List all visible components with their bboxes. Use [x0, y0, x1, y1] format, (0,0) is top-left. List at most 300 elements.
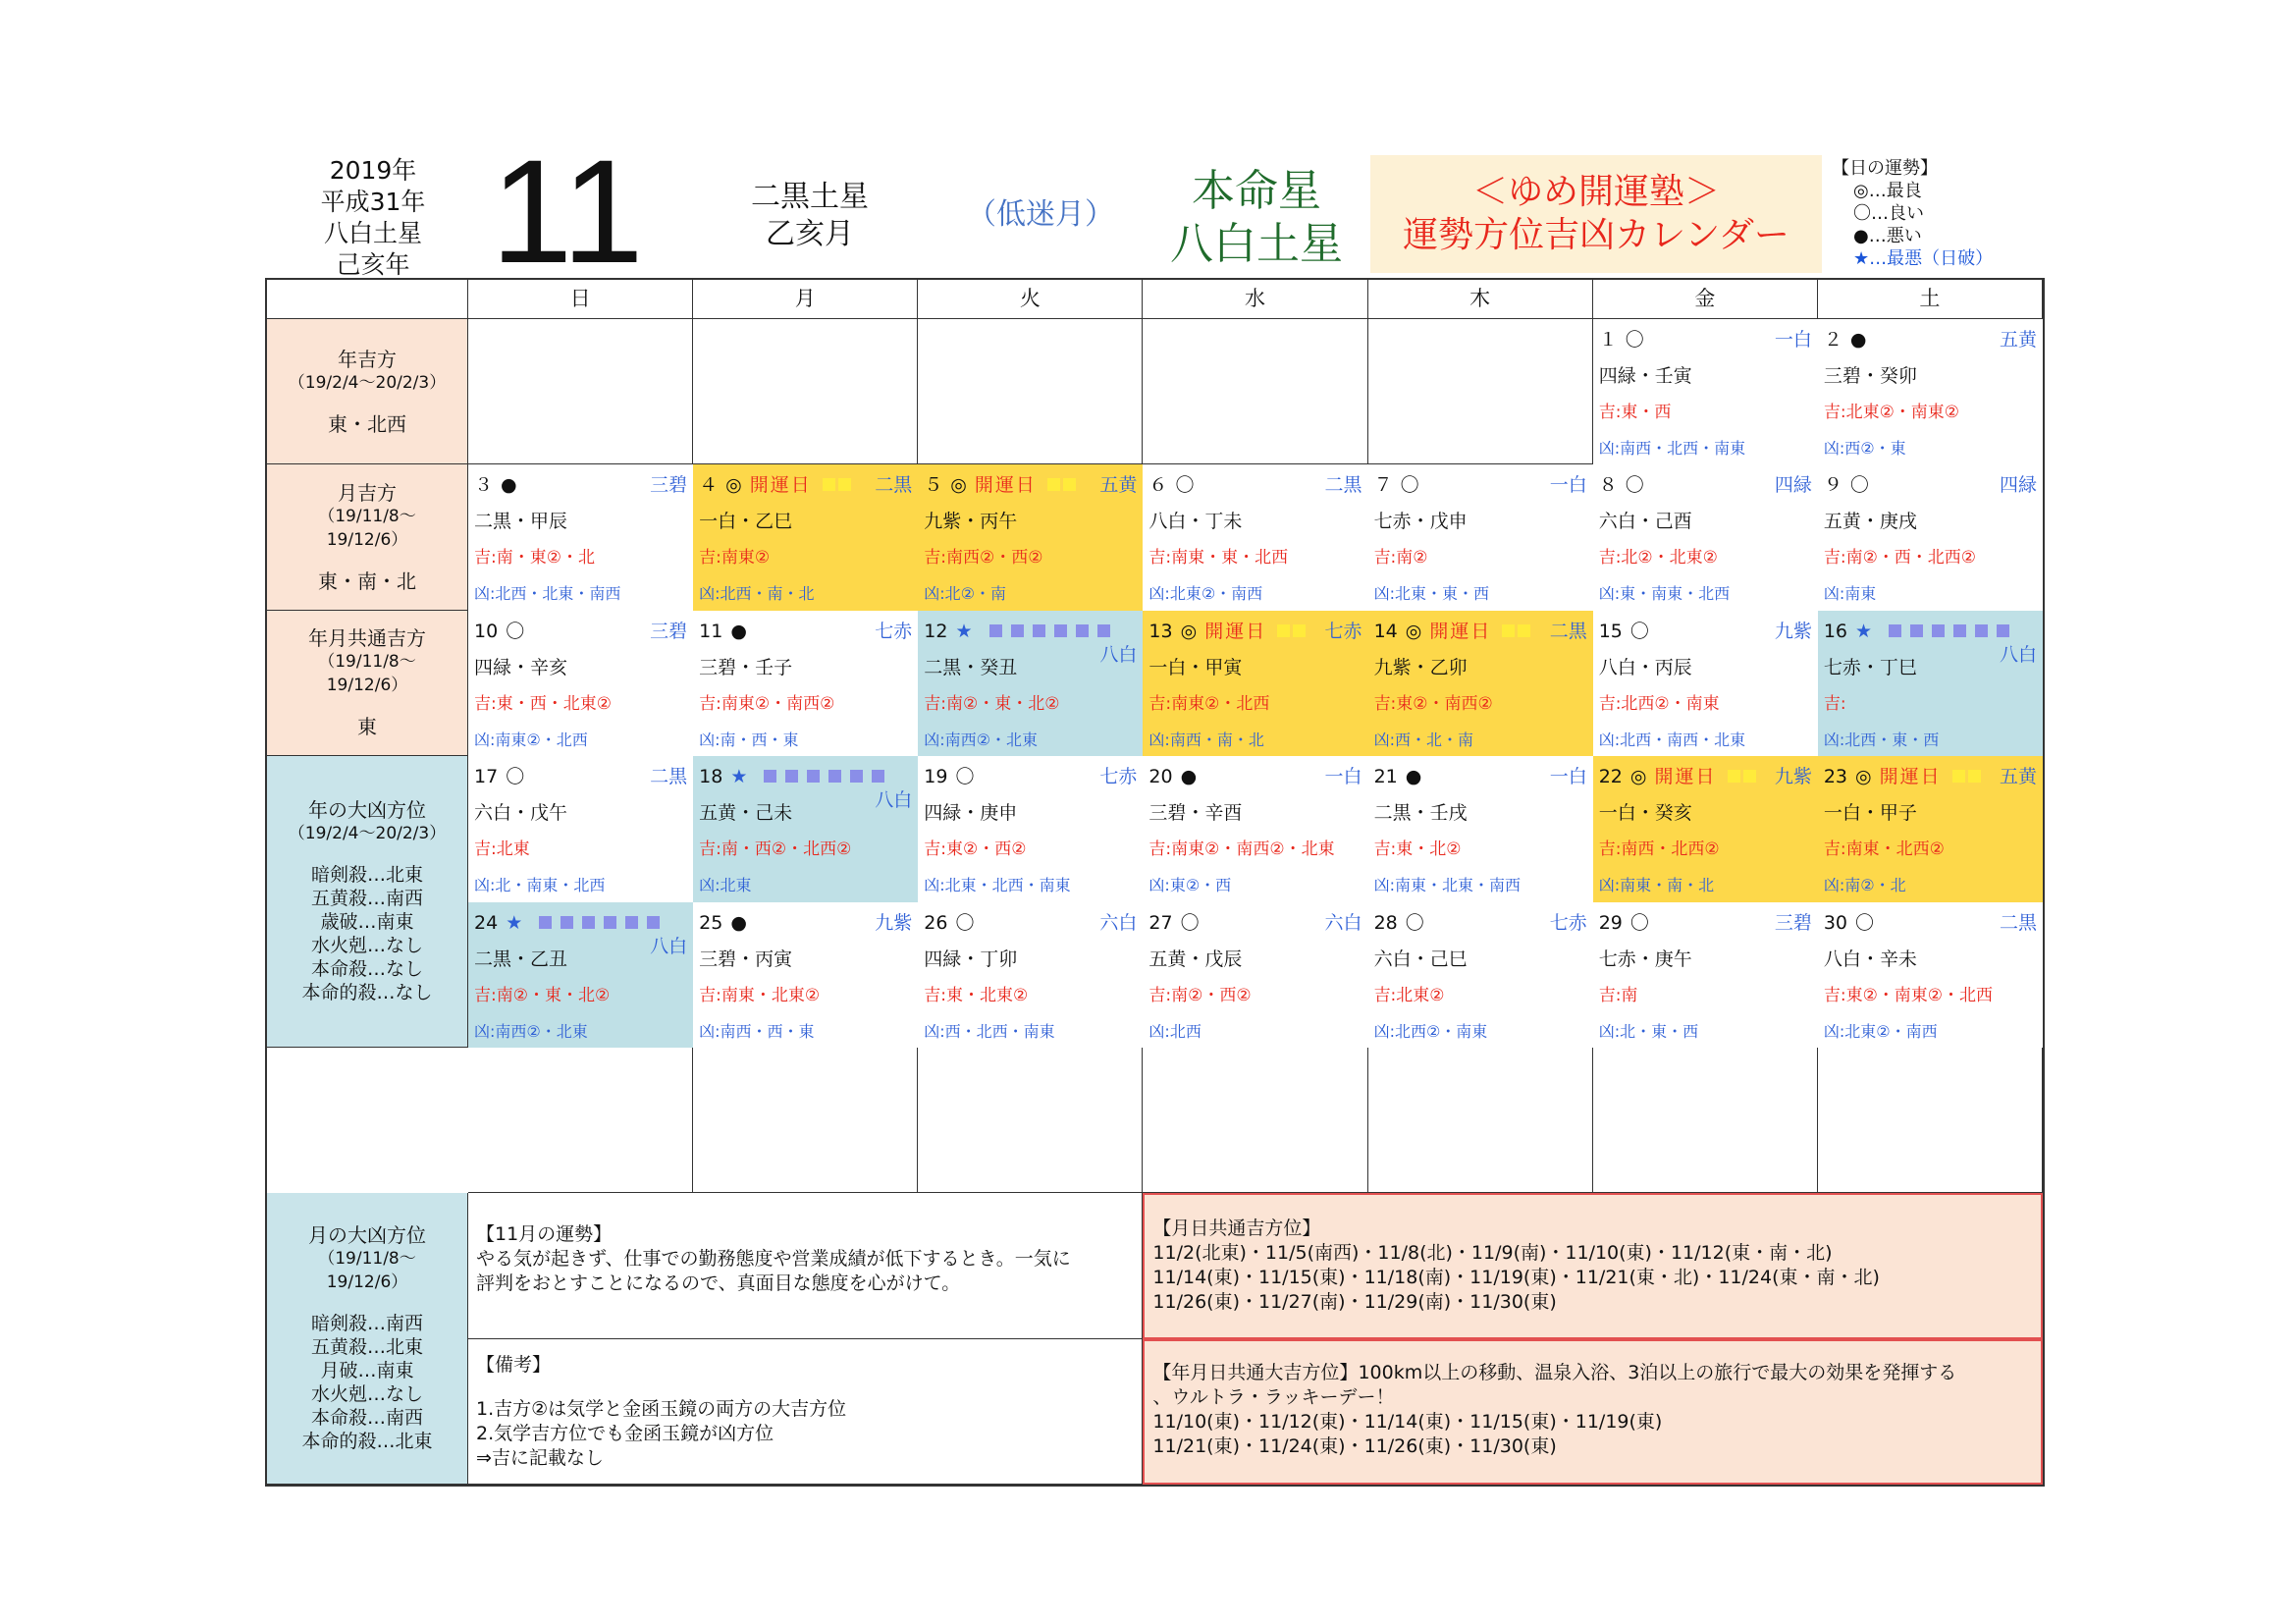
day-number: 21: [1373, 766, 1398, 788]
note-line: 11/26(東)・11/27(南)・11/29(南)・11/30(東): [1152, 1291, 1557, 1314]
fortune-mark: ●: [730, 911, 747, 934]
day-header: [474, 620, 687, 643]
bad-item: 本命的殺…なし: [301, 982, 433, 1003]
month-mood: （低迷月）: [967, 197, 1114, 232]
day-number-line: [1824, 765, 1981, 788]
worst-day-squares: [530, 911, 660, 935]
fortune-mark: 〇: [506, 620, 525, 642]
day-header: [699, 473, 912, 497]
day-number-line: [699, 765, 884, 788]
bad-list: [301, 863, 432, 1004]
day-kanshi: 四緑・辛亥: [474, 656, 568, 678]
day-star: 五黄: [1999, 329, 2037, 351]
side-period: 19/12/6）: [326, 676, 408, 696]
day-cell: [1368, 756, 1593, 901]
banner-title: 運勢方位吉凶カレンダー: [1403, 215, 1789, 255]
unlucky-directions: 凶:北西: [1148, 1021, 1201, 1041]
unlucky-directions: 凶:北西・東・西: [1823, 730, 1940, 749]
fortune-mark: 〇: [955, 766, 975, 788]
honmei-label: 本命星: [1192, 166, 1321, 216]
day-star: 一白: [1324, 766, 1362, 788]
day-star: 四緑: [1999, 474, 2037, 497]
day-kanshi: 三碧・癸卯: [1823, 365, 1917, 387]
bad-item: 水火剋…なし: [310, 1383, 423, 1406]
fortune-mark: ●: [1180, 766, 1198, 788]
fortune-mark: ◎: [1180, 620, 1198, 642]
legend-best: ◎…最良: [1853, 181, 1922, 201]
fortune-legend: [1832, 157, 2028, 270]
open-day-squares: [1274, 620, 1306, 643]
month-day-common-lucky: [1143, 1193, 2043, 1338]
day-kanshi: 四緑・丁卯: [924, 947, 1018, 970]
day-kanshi: 八白・丙辰: [1598, 656, 1692, 678]
year-western: 2019年: [329, 156, 417, 185]
unlucky-directions: 凶:南西・南・北: [1148, 730, 1264, 749]
weekday-sun: 日: [468, 280, 693, 319]
lucky-directions: 吉:東・西・北東②: [474, 693, 612, 714]
day-header: [1148, 473, 1362, 497]
empty-day-cell: [1143, 1048, 1367, 1193]
note-line: 、ウルトラ・ラッキーデー！: [1152, 1385, 1395, 1408]
legend-title: 【日の運勢】: [1832, 158, 1938, 179]
fortune-mark: ●: [1405, 766, 1422, 788]
day-star: 一白: [1774, 329, 1812, 351]
day-kanshi: 八白・辛未: [1823, 947, 1917, 970]
day-header: [1148, 620, 1362, 643]
day-star: 七赤: [1324, 620, 1362, 642]
unlucky-directions: 凶:北東②・南西: [1148, 584, 1263, 604]
day-header: [474, 473, 687, 497]
day-number: ８: [1598, 474, 1618, 497]
day-kanshi: 五黄・戊辰: [1148, 947, 1243, 970]
day-cell: [1593, 464, 1818, 610]
lucky-directions: 吉:北東: [474, 839, 530, 860]
day-number-line: [1599, 473, 1644, 497]
side-period: 19/12/6）: [326, 1272, 408, 1293]
empty-day-cell: [1818, 1048, 2043, 1193]
unlucky-directions: 凶:東・南東・北西: [1598, 584, 1731, 604]
open-day-label: 開運日: [1654, 766, 1717, 788]
day-number-line: [1148, 620, 1306, 643]
day-number-line: [474, 765, 524, 788]
day-cell: [1143, 611, 1367, 756]
day-kanshi: 一白・癸亥: [1598, 802, 1692, 825]
day-number: ５: [924, 474, 943, 497]
lucky-directions: 吉:南東・北西②: [1823, 839, 1945, 860]
day-number: １: [1598, 329, 1618, 351]
open-day-label: 開運日: [1879, 766, 1942, 788]
bad-item: 月破…南東: [320, 1360, 414, 1382]
day-star: 三碧: [650, 620, 688, 642]
side-year-lucky: [267, 319, 468, 464]
day-number-line: [1824, 620, 2009, 643]
day-header: [1823, 620, 2037, 666]
day-number-line: [1374, 620, 1531, 643]
fortune-mark: ◎: [1855, 766, 1872, 788]
side-period: （19/11/8～: [318, 507, 416, 527]
note-block: [1152, 1361, 2033, 1385]
unlucky-directions: 凶:北東・北西・南東: [924, 876, 1071, 895]
unlucky-directions: 凶:南・西・東: [699, 730, 799, 749]
day-star: 二黒: [1324, 474, 1362, 497]
lucky-directions: 吉:南東②: [699, 548, 771, 568]
lucky-directions: 吉:南②・西②: [1148, 985, 1252, 1005]
side-month-lucky: [267, 464, 468, 610]
day-star: 七赤: [1549, 911, 1587, 934]
lucky-directions: 吉:南東②・南西②・北東: [1148, 839, 1335, 860]
day-header: [924, 911, 1137, 935]
day-number-line: [1599, 765, 1756, 788]
unlucky-directions: 凶:南西・北西・南東: [1598, 439, 1746, 458]
unlucky-directions: 凶:北西・南西・北東: [1598, 730, 1746, 749]
fortune-mark: 〇: [1629, 911, 1649, 934]
day-number: 14: [1373, 620, 1398, 642]
side-month-bad: [267, 1193, 468, 1485]
day-kanshi: 一白・乙巳: [699, 511, 793, 533]
honmei-star: [1144, 165, 1369, 271]
fortune-mark: 〇: [955, 911, 975, 934]
lucky-directions: 吉:北西②・南東: [1598, 693, 1720, 714]
day-number: 11: [699, 620, 723, 642]
day-kanshi: 三碧・辛酉: [1148, 802, 1243, 825]
unlucky-directions: 凶:西・北西・南東: [924, 1021, 1055, 1041]
day-kanshi: 三碧・丙寅: [699, 947, 793, 970]
day-kanshi: 二黒・甲辰: [474, 511, 568, 533]
day-number-line: [1599, 328, 1644, 352]
day-star: 二黒: [875, 474, 913, 497]
day-cell: [1818, 756, 2043, 901]
day-star: 九紫: [1774, 620, 1812, 642]
side-year-bad: [267, 756, 468, 1048]
month-star-name: 二黒土星: [751, 180, 869, 214]
lucky-directions: 吉:南東②・南西②: [699, 693, 835, 714]
day-cell: [693, 756, 918, 901]
unlucky-directions: 凶:南西・西・東: [699, 1021, 815, 1041]
day-cell: [468, 902, 693, 1048]
day-header: [1824, 911, 2037, 935]
note-line: 11/10(東)・11/12(東)・11/14(東)・11/15(東)・11/19(東): [1152, 1410, 1663, 1433]
bad-item: 本命殺…南西: [310, 1407, 423, 1430]
day-cell: [1818, 464, 2043, 610]
day-cell: [693, 464, 918, 610]
side-period: （19/11/8～: [318, 652, 416, 673]
day-star: 五黄: [1999, 766, 2037, 788]
note-title: 【月日共通吉方位】: [1152, 1218, 1321, 1240]
day-star: 四緑: [1774, 474, 1812, 497]
lucky-directions: 吉:南・西②・北西②: [699, 839, 852, 860]
day-number: 20: [1148, 766, 1173, 788]
day-number-line: [474, 620, 524, 643]
day-number: ３: [474, 474, 494, 497]
day-header: [1374, 765, 1587, 788]
day-kanshi: 七赤・丁巳: [1823, 656, 1917, 678]
title-banner: [1370, 155, 1822, 273]
day-number: 22: [1598, 766, 1623, 788]
day-header: [1599, 328, 1812, 352]
day-header: [1374, 473, 1587, 497]
unlucky-directions: 凶:北②・南: [924, 584, 1007, 604]
day-cell: [468, 611, 693, 756]
day-kanshi: 五黄・庚戌: [1823, 511, 1917, 533]
fortune-mark: ◎: [725, 474, 742, 497]
day-cell: [1143, 756, 1367, 901]
worst-day-squares: [981, 620, 1110, 643]
day-number: 29: [1598, 911, 1623, 934]
day-kanshi: 一白・甲子: [1823, 802, 1917, 825]
side-period: （19/11/8～: [318, 1249, 416, 1270]
weekday-sat: 土: [1818, 280, 2043, 319]
day-star: 八白: [875, 789, 913, 812]
side-dirs: 東・北西: [328, 411, 406, 436]
day-number-line: [1148, 911, 1199, 935]
day-cell: [468, 464, 693, 610]
bad-item: 本命殺…なし: [310, 958, 423, 980]
bad-item: 暗剣殺…南西: [310, 1313, 423, 1335]
day-star: 八白: [1099, 643, 1138, 666]
day-number-line: [1374, 911, 1424, 935]
day-header: [474, 765, 687, 788]
fortune-mark: ◎: [950, 474, 967, 497]
day-number-line: [924, 620, 1109, 643]
fortune-mark: 〇: [1849, 474, 1869, 497]
open-day-squares: [1044, 473, 1076, 497]
lucky-directions: 吉:東・西: [1598, 403, 1672, 422]
fortune-mark: 〇: [1855, 911, 1875, 934]
fortune-mark: 〇: [506, 766, 525, 788]
day-cell: [693, 902, 918, 1048]
unlucky-directions: 凶:北東・東・西: [1373, 584, 1489, 604]
day-header: [699, 911, 912, 935]
day-kanshi: 八白・丁未: [1148, 511, 1243, 533]
day-header: [1148, 911, 1362, 935]
open-day-squares: [1725, 765, 1756, 788]
calendar-grid: [265, 278, 2045, 1487]
lucky-directions: 吉:: [1823, 693, 1846, 714]
fortune-mark: ●: [730, 620, 747, 642]
day-number: 27: [1148, 911, 1173, 934]
lucky-directions: 吉:南: [1598, 985, 1638, 1005]
day-star: 九紫: [875, 911, 913, 934]
lucky-directions: 吉:南東②・北西: [1148, 693, 1270, 714]
lucky-directions: 吉:南②: [1373, 548, 1428, 568]
day-cell: [1818, 611, 2043, 756]
banner-brand: ＜ゆめ開運塾＞: [1471, 172, 1720, 212]
day-header: [1599, 765, 1812, 788]
day-header: [1599, 620, 1812, 643]
bad-list: [301, 1312, 432, 1453]
day-kanshi: 四緑・庚申: [924, 802, 1018, 825]
fortune-mark: ★: [955, 620, 973, 642]
note-title: 【11月の運勢】: [476, 1223, 613, 1246]
lucky-directions: 吉:南・東②・北: [474, 548, 595, 568]
day-kanshi: 六白・己巳: [1373, 947, 1468, 970]
day-star: 一白: [1549, 766, 1587, 788]
day-number-line: [699, 620, 747, 643]
empty-day-cell: [1368, 1048, 1593, 1193]
fortune-mark: 〇: [1629, 620, 1649, 642]
open-day-label: 開運日: [1204, 620, 1267, 642]
unlucky-directions: 凶:北西・北東・南西: [474, 584, 621, 604]
day-kanshi: 七赤・戊申: [1373, 511, 1468, 533]
fortune-mark: 〇: [1405, 911, 1424, 934]
day-star: 九紫: [1774, 766, 1812, 788]
day-header: [1599, 911, 1812, 935]
day-number: ２: [1823, 329, 1842, 351]
day-kanshi: 二黒・乙丑: [474, 947, 568, 970]
legend-good: 〇…良い: [1853, 203, 1924, 224]
lucky-directions: 吉:南東・東・北西: [1148, 548, 1289, 568]
day-kanshi: 六白・己酉: [1598, 511, 1692, 533]
unlucky-directions: 凶:北西②・南東: [1373, 1021, 1488, 1041]
day-number-line: [699, 473, 851, 497]
day-kanshi: 二黒・癸丑: [924, 656, 1018, 678]
day-cell: [468, 756, 693, 901]
bad-item: 五黄殺…南西: [310, 888, 423, 909]
day-number: ６: [1148, 474, 1168, 497]
year-info: [265, 155, 481, 281]
bad-item: 五黄殺…北東: [310, 1336, 423, 1359]
unlucky-directions: 凶:北・南東・北西: [474, 876, 606, 895]
day-number-line: [474, 911, 660, 935]
lucky-directions: 吉:南東・北東②: [699, 985, 821, 1005]
fortune-mark: ◎: [1629, 766, 1647, 788]
day-star: 八白: [1999, 643, 2037, 666]
day-cell: [1368, 464, 1593, 610]
lucky-directions: 吉:北東②・南東②: [1823, 403, 1960, 422]
fortune-mark: ★: [1855, 620, 1873, 642]
month-star: [726, 179, 893, 253]
day-cell: [1368, 611, 1593, 756]
fortune-mark: 〇: [1180, 911, 1200, 934]
day-number: ４: [699, 474, 719, 497]
day-cell: [918, 464, 1143, 610]
day-header: [699, 620, 912, 643]
note-line: 1.吉方②は気学と金函玉鏡の両方の大吉方位: [476, 1397, 847, 1420]
day-number: 19: [924, 766, 948, 788]
day-number: ９: [1823, 474, 1842, 497]
note-line: 評判をおとすことになるので、真面目な態度を心がけて。: [476, 1272, 961, 1295]
unlucky-directions: 凶:南②・北: [1823, 876, 1906, 895]
weekday-thu: 木: [1368, 280, 1593, 319]
unlucky-directions: 凶:南東・北東・南西: [1373, 876, 1521, 895]
day-number: 15: [1598, 620, 1623, 642]
day-star: 三碧: [650, 474, 688, 497]
day-number-line: [1824, 911, 1874, 935]
fortune-mark: ●: [1849, 329, 1867, 351]
day-kanshi: 五黄・己未: [699, 802, 793, 825]
day-cell: [1143, 464, 1367, 610]
bad-item: 歳破…南東: [320, 911, 414, 933]
unlucky-directions: 凶:北西・南・北: [699, 584, 815, 604]
fortune-mark: ★: [730, 766, 748, 788]
weekday-tue: 火: [918, 280, 1143, 319]
day-number: 17: [474, 766, 499, 788]
open-day-squares: [1499, 620, 1530, 643]
bad-item: 本命的殺…北東: [301, 1431, 433, 1453]
day-star: 二黒: [1549, 620, 1587, 642]
day-header: [1824, 765, 2037, 788]
day-number: 16: [1823, 620, 1848, 642]
lucky-directions: 吉:東・北②: [1373, 839, 1462, 860]
note-line: 11/21(東)・11/24(東)・11/26(東)・11/30(東): [1152, 1435, 1557, 1457]
day-number-line: [1599, 620, 1649, 643]
day-number: 28: [1373, 911, 1398, 934]
day-cell: [1593, 319, 1818, 464]
weekday-wed: 水: [1143, 280, 1367, 319]
day-number: 30: [1823, 911, 1848, 934]
fortune-mark: ●: [501, 474, 517, 497]
side-dirs: 東・南・北: [318, 569, 416, 594]
fortune-mark: 〇: [1625, 474, 1644, 497]
note-line: 100km以上の移動、温泉入浴、3泊以上の旅行で最大の効果を発揮する: [1358, 1361, 1957, 1383]
day-number-line: [1148, 473, 1194, 497]
unlucky-directions: 凶:東②・西: [1148, 876, 1232, 895]
day-number-line: [474, 473, 517, 497]
day-header: [924, 473, 1137, 497]
day-cell: [1593, 611, 1818, 756]
day-cell: [1818, 902, 2043, 1048]
day-star: 一白: [1549, 474, 1587, 497]
side-period: 19/12/6）: [326, 530, 408, 551]
day-number-line: [924, 911, 974, 935]
empty-day-cell: [1143, 319, 1367, 464]
unlucky-directions: 凶:南東: [1823, 584, 1877, 604]
note-line: やる気が起きず、仕事での勤務態度や営業成績が低下するとき。一気に: [476, 1248, 1071, 1271]
day-star: 三碧: [1774, 911, 1812, 934]
day-star: 六白: [1324, 911, 1362, 934]
day-kanshi: 三碧・壬子: [699, 656, 793, 678]
day-number-line: [1599, 911, 1649, 935]
month-kanshi: 乙亥月: [766, 217, 854, 251]
year-star: 八白土星: [323, 219, 422, 247]
open-day-label: 開運日: [749, 474, 812, 497]
note-title: 【備考】: [476, 1353, 552, 1376]
empty-day-cell: [918, 1048, 1143, 1193]
worst-day-squares: [1880, 620, 2009, 643]
empty-day-cell: [1593, 1048, 1818, 1193]
day-cell: [918, 611, 1143, 756]
fortune-mark: ◎: [1405, 620, 1422, 642]
legend-worst: ★…最悪（日破）: [1853, 248, 1994, 269]
lucky-directions: 吉:南②・東・北②: [474, 985, 611, 1005]
unlucky-directions: 凶:北・東・西: [1598, 1021, 1699, 1041]
day-number: 23: [1823, 766, 1848, 788]
lucky-directions: 吉:北②・北東②: [1598, 548, 1718, 568]
side-period: （19/2/4～20/2/3）: [288, 824, 447, 843]
side-period: （19/2/4～20/2/3）: [288, 372, 447, 393]
unlucky-directions: 凶:南西②・北東: [474, 1021, 588, 1041]
note-line: 11/2(北東)・11/5(南西)・11/8(北)・11/9(南)・11/10(東)・11/12(東・南・北): [1152, 1242, 1833, 1265]
empty-day-cell: [693, 1048, 918, 1193]
day-number: 10: [474, 620, 499, 642]
open-day-label: 開運日: [1429, 620, 1492, 642]
day-number: 26: [924, 911, 948, 934]
month-number: 11: [491, 129, 644, 294]
lucky-directions: 吉:南②・東・北②: [924, 693, 1060, 714]
day-cell: [1593, 902, 1818, 1048]
empty-day-cell: [468, 1048, 693, 1193]
side-title: 年月共通吉方: [308, 626, 426, 651]
day-number-line: [1148, 765, 1197, 788]
day-cell: [1143, 902, 1367, 1048]
year-kanshi: 己亥年: [336, 250, 410, 279]
day-header: [1824, 328, 2037, 352]
day-number-line: [924, 473, 1076, 497]
day-cell: [1368, 902, 1593, 1048]
day-cell: [693, 611, 918, 756]
day-kanshi: 二黒・壬戌: [1373, 802, 1468, 825]
day-header: [924, 620, 1138, 666]
